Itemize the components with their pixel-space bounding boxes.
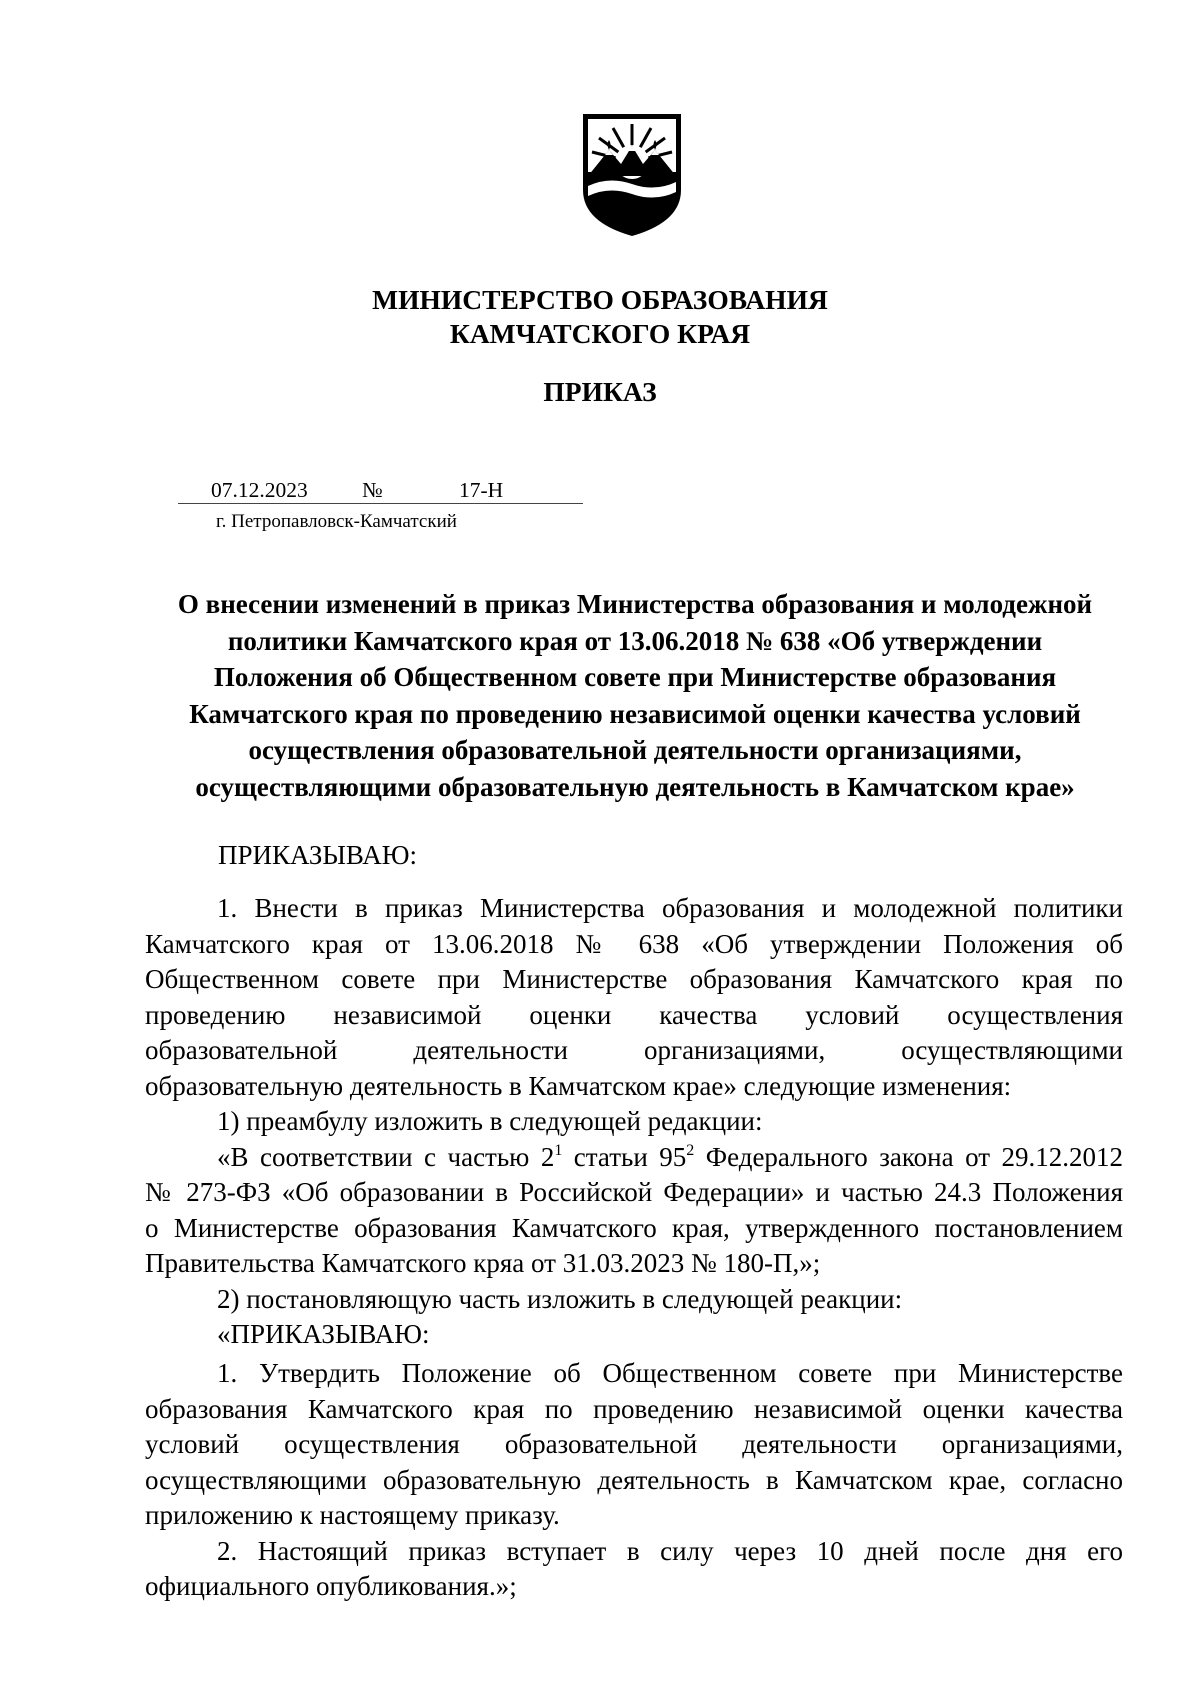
text-line: осуществляющими образовательную деятельность в Камчатском крае, согласно — [145, 1464, 1123, 1495]
text-line: № 273-ФЗ «Об образовании в Российской Федерации» и частью 24.3 Положения — [145, 1177, 1123, 1207]
subject-line: политики Камчатского края от 13.06.2018 № 638 «Об утверждении — [227, 625, 1043, 656]
paragraph-1 — [145, 891, 1123, 1353]
text-line: образовательную деятельность в Камчатском крае» следующие изменения: — [145, 1070, 1012, 1101]
paragraph-2 — [145, 1356, 1123, 1605]
document-place: г. Петропавловск-Камчатский — [216, 511, 457, 532]
text-line: 1) преамбулу изложить в следующей редакции: — [217, 1106, 763, 1136]
date-number-underline — [178, 503, 583, 504]
number-sign: № — [362, 478, 383, 502]
subject-line: осуществления образовательной деятельности организациями, — [248, 735, 1022, 765]
text-line: Правительства Камчатского кряа от 31.03.2023 № 180-П,»; — [145, 1248, 821, 1278]
ministry-name — [0, 283, 1200, 351]
text-line: 2) постановляющую часть изложить в следующей реакции: — [217, 1283, 903, 1314]
text-line: образовательной деятельности организациями, осуществляющими — [145, 1035, 1123, 1065]
text-line: «ПРИКАЗЫВАЮ: — [217, 1319, 430, 1349]
subject-line: О внесении изменений в приказ Министерства образования и молодежной — [177, 589, 1093, 619]
text-line: 1. Утвердить Положение об Общественном совете при Министерстве — [217, 1358, 1123, 1388]
subject-line: Положения об Общественном совете при Министерстве образования — [213, 662, 1057, 692]
text-line: «В соответствии с частью $2^1$ статьи $95^2$ Федерального закона от 29.12.2012 — [217, 1141, 1124, 1172]
text-line: официального опубликования.»; — [145, 1571, 517, 1601]
document-number: 17-Н — [459, 478, 504, 502]
text-line: условий осуществления образовательной деятельности организациями, — [145, 1429, 1123, 1459]
document-subject — [140, 586, 1130, 805]
subject-line: Камчатского края по проведению независимой оценки качества условий — [189, 698, 1081, 729]
decree-word: ПРИКАЗЫВАЮ: — [218, 840, 417, 870]
document-type-title: ПРИКАЗ — [543, 376, 657, 407]
text-line: 2. Настоящий приказ вступает в силу через 10 дней после дня его — [217, 1535, 1123, 1566]
text-line: Общественном совете при Министерстве образования Камчатского края по — [145, 964, 1123, 994]
text-line: приложению к настоящему приказу. — [145, 1500, 560, 1530]
ministry-name-line1: МИНИСТЕРСТВО ОБРАЗОВАНИЯ — [372, 284, 828, 315]
text-line: о Министерстве образования Камчатского края, утвержденного постановлением — [145, 1212, 1123, 1243]
document-date: 07.12.2023 — [211, 478, 308, 502]
ministry-name-line2: КАМЧАТСКОГО КРАЯ — [449, 318, 751, 349]
text-line: 1. Внести в приказ Министерства образования и молодежной политики — [217, 893, 1123, 923]
text-line: проведению независимой оценки качества условий осуществления — [145, 999, 1123, 1030]
text-line: образования Камчатского края по проведению независимой оценки качества — [145, 1393, 1123, 1424]
kamchatka-coat-of-arms-icon — [579, 110, 685, 238]
subject-line: осуществляющими образовательную деятельность в Камчатском крае» — [195, 771, 1075, 802]
text-line: Камчатского края от 13.06.2018 № 638 «Об утверждении Положения об — [145, 928, 1123, 959]
